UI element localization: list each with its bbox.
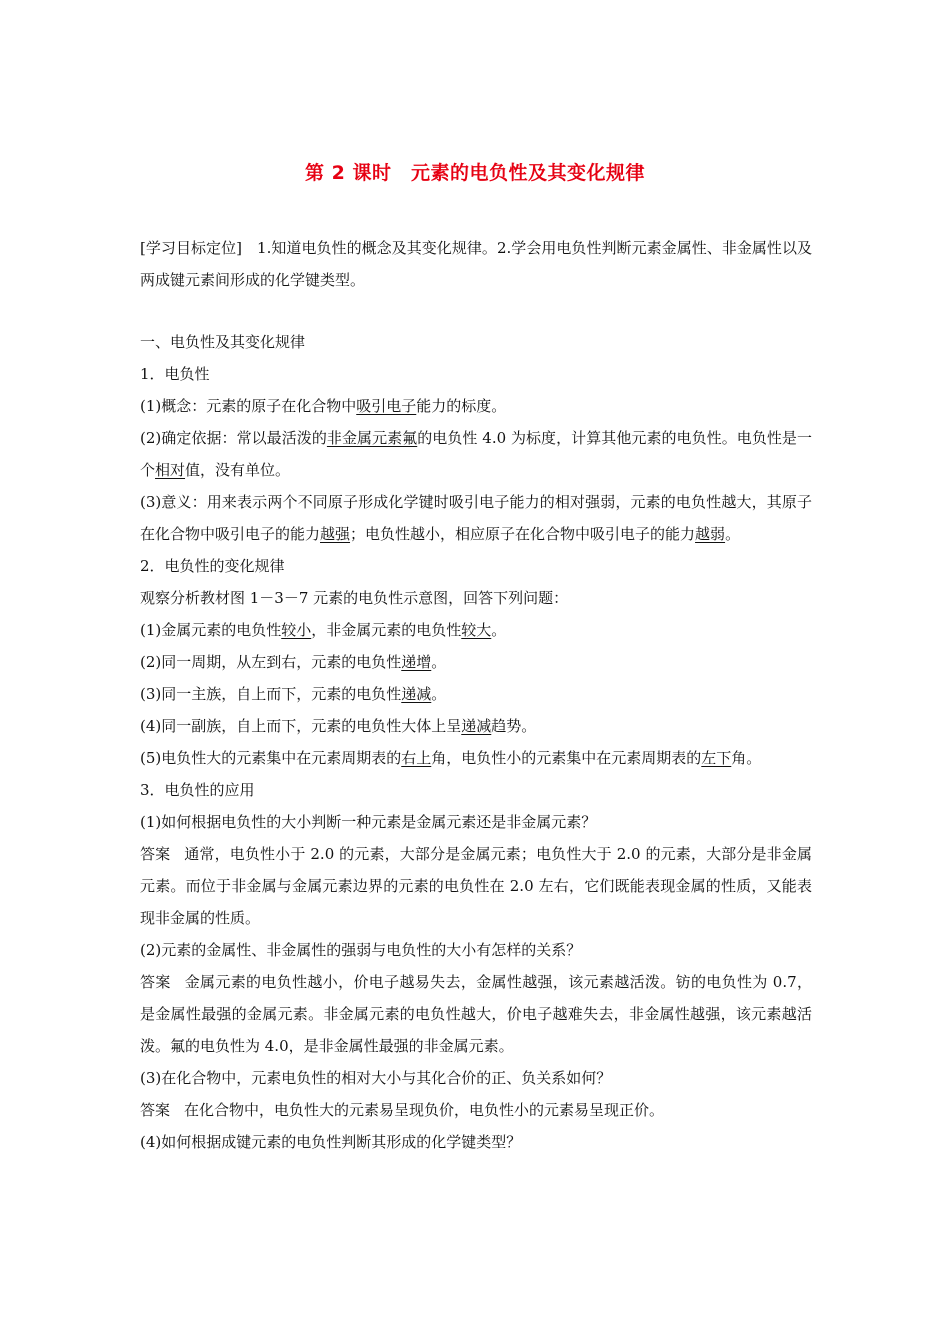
rule-item: (3)同一主族，自上而下，元素的电负性递减。 bbox=[140, 685, 447, 703]
answer-blank: 递增 bbox=[401, 653, 432, 671]
objective-text: 1.知道电负性的概念及其变化规律。2.学会用电负性判断元素金属性、非金属性以及两成键元素间形成的化学键类型。 bbox=[140, 239, 812, 289]
answer: 答案 在化合物中，电负性大的元素易呈现负价，电负性小的元素易呈现正价。 bbox=[140, 1101, 665, 1119]
question: (1)如何根据电负性的大小判断一种元素是金属元素还是非金属元素？ bbox=[140, 813, 597, 831]
answer-label: 答案 bbox=[140, 845, 171, 863]
rule-item: (5)电负性大的元素集中在元素周期表的右上角，电负性小的元素集中在元素周期表的左下角。 bbox=[140, 749, 762, 767]
question: (4)如何根据成键元素的电负性判断其形成的化学键类型？ bbox=[140, 1133, 522, 1151]
page-title: 第 2 课时 元素的电负性及其变化规律 bbox=[305, 162, 645, 184]
answer-blank: 递减 bbox=[401, 685, 432, 703]
learning-objective bbox=[140, 232, 812, 296]
rule-item: (1)金属元素的电负性较小，非金属元素的电负性较大。 bbox=[140, 621, 507, 639]
question: (3)在化合物中，元素电负性的相对大小与其化合价的正、负关系如何？ bbox=[140, 1069, 612, 1087]
intro-paragraph: 观察分析教材图 1－3－7 元素的电负性示意图，回答下列问题： bbox=[140, 589, 569, 607]
rule-item: (2)同一周期，从左到右，元素的电负性递增。 bbox=[140, 653, 447, 671]
answer-blank: 越弱 bbox=[695, 525, 726, 543]
answer-blank: 较小 bbox=[281, 621, 312, 639]
answer-blank: 较大 bbox=[461, 621, 492, 639]
answer-blank: 递减 bbox=[461, 717, 492, 735]
section-heading: 一、电负性及其变化规律 bbox=[140, 333, 306, 351]
meaning-paragraph: (3)意义：用来表示两个不同原子形成化学键时吸引电子能力的相对强弱，元素的电负性越大，其原子在化合物中吸引电子的能力越强；电负性越小，相应原子在化合物中吸引电子的能力越弱。 bbox=[140, 493, 812, 543]
answer: 答案 金属元素的电负性越小，价电子越易失去，金属性越强，该元素越活泼。钫的电负性为 0.7，是金属性最强的金属元素。非金属元素的电负性越大，价电子越难失去，非金属性越强，该元素越活泼。氟的电负性为 4.0，是非金属性最强的非金属元素。 bbox=[140, 973, 812, 1055]
answer-blank: 吸引电子 bbox=[356, 397, 417, 415]
basis-paragraph: (2)确定依据：常以最活泼的非金属元素氟的电负性 4.0 为标度，计算其他元素的电负性。电负性是一个相对值，没有单位。 bbox=[140, 429, 812, 479]
answer-blank: 相对 bbox=[155, 461, 186, 479]
answer-blank: 左下 bbox=[701, 749, 732, 767]
answer-label: 答案 bbox=[140, 1101, 171, 1119]
subsection-heading: 3．电负性的应用 bbox=[140, 781, 255, 799]
concept-paragraph: (1)概念：元素的原子在化合物中吸引电子能力的标度。 bbox=[140, 397, 507, 415]
question: (2)元素的金属性、非金属性的强弱与电负性的大小有怎样的关系？ bbox=[140, 941, 582, 959]
rule-item: (4)同一副族，自上而下，元素的电负性大体上呈递减趋势。 bbox=[140, 717, 537, 735]
answer-label: 答案 bbox=[140, 973, 171, 991]
subsection-heading: 1．电负性 bbox=[140, 365, 210, 383]
answer-blank: 右上 bbox=[401, 749, 432, 767]
answer-blank: 非金属元素氟 bbox=[326, 429, 418, 447]
objective-label: [学习目标定位] bbox=[140, 239, 242, 257]
answer-blank: 越强 bbox=[320, 525, 351, 543]
answer: 答案 通常，电负性小于 2.0 的元素，大部分是金属元素；电负性大于 2.0 的元素，大部分是非金属元素。而位于非金属与金属元素边界的元素的电负性在 2.0 左右，它们既能表现金属的性质，又能表现非金属的性质。 bbox=[140, 845, 812, 927]
document-body bbox=[140, 232, 812, 1158]
subsection-heading: 2．电负性的变化规律 bbox=[140, 557, 285, 575]
